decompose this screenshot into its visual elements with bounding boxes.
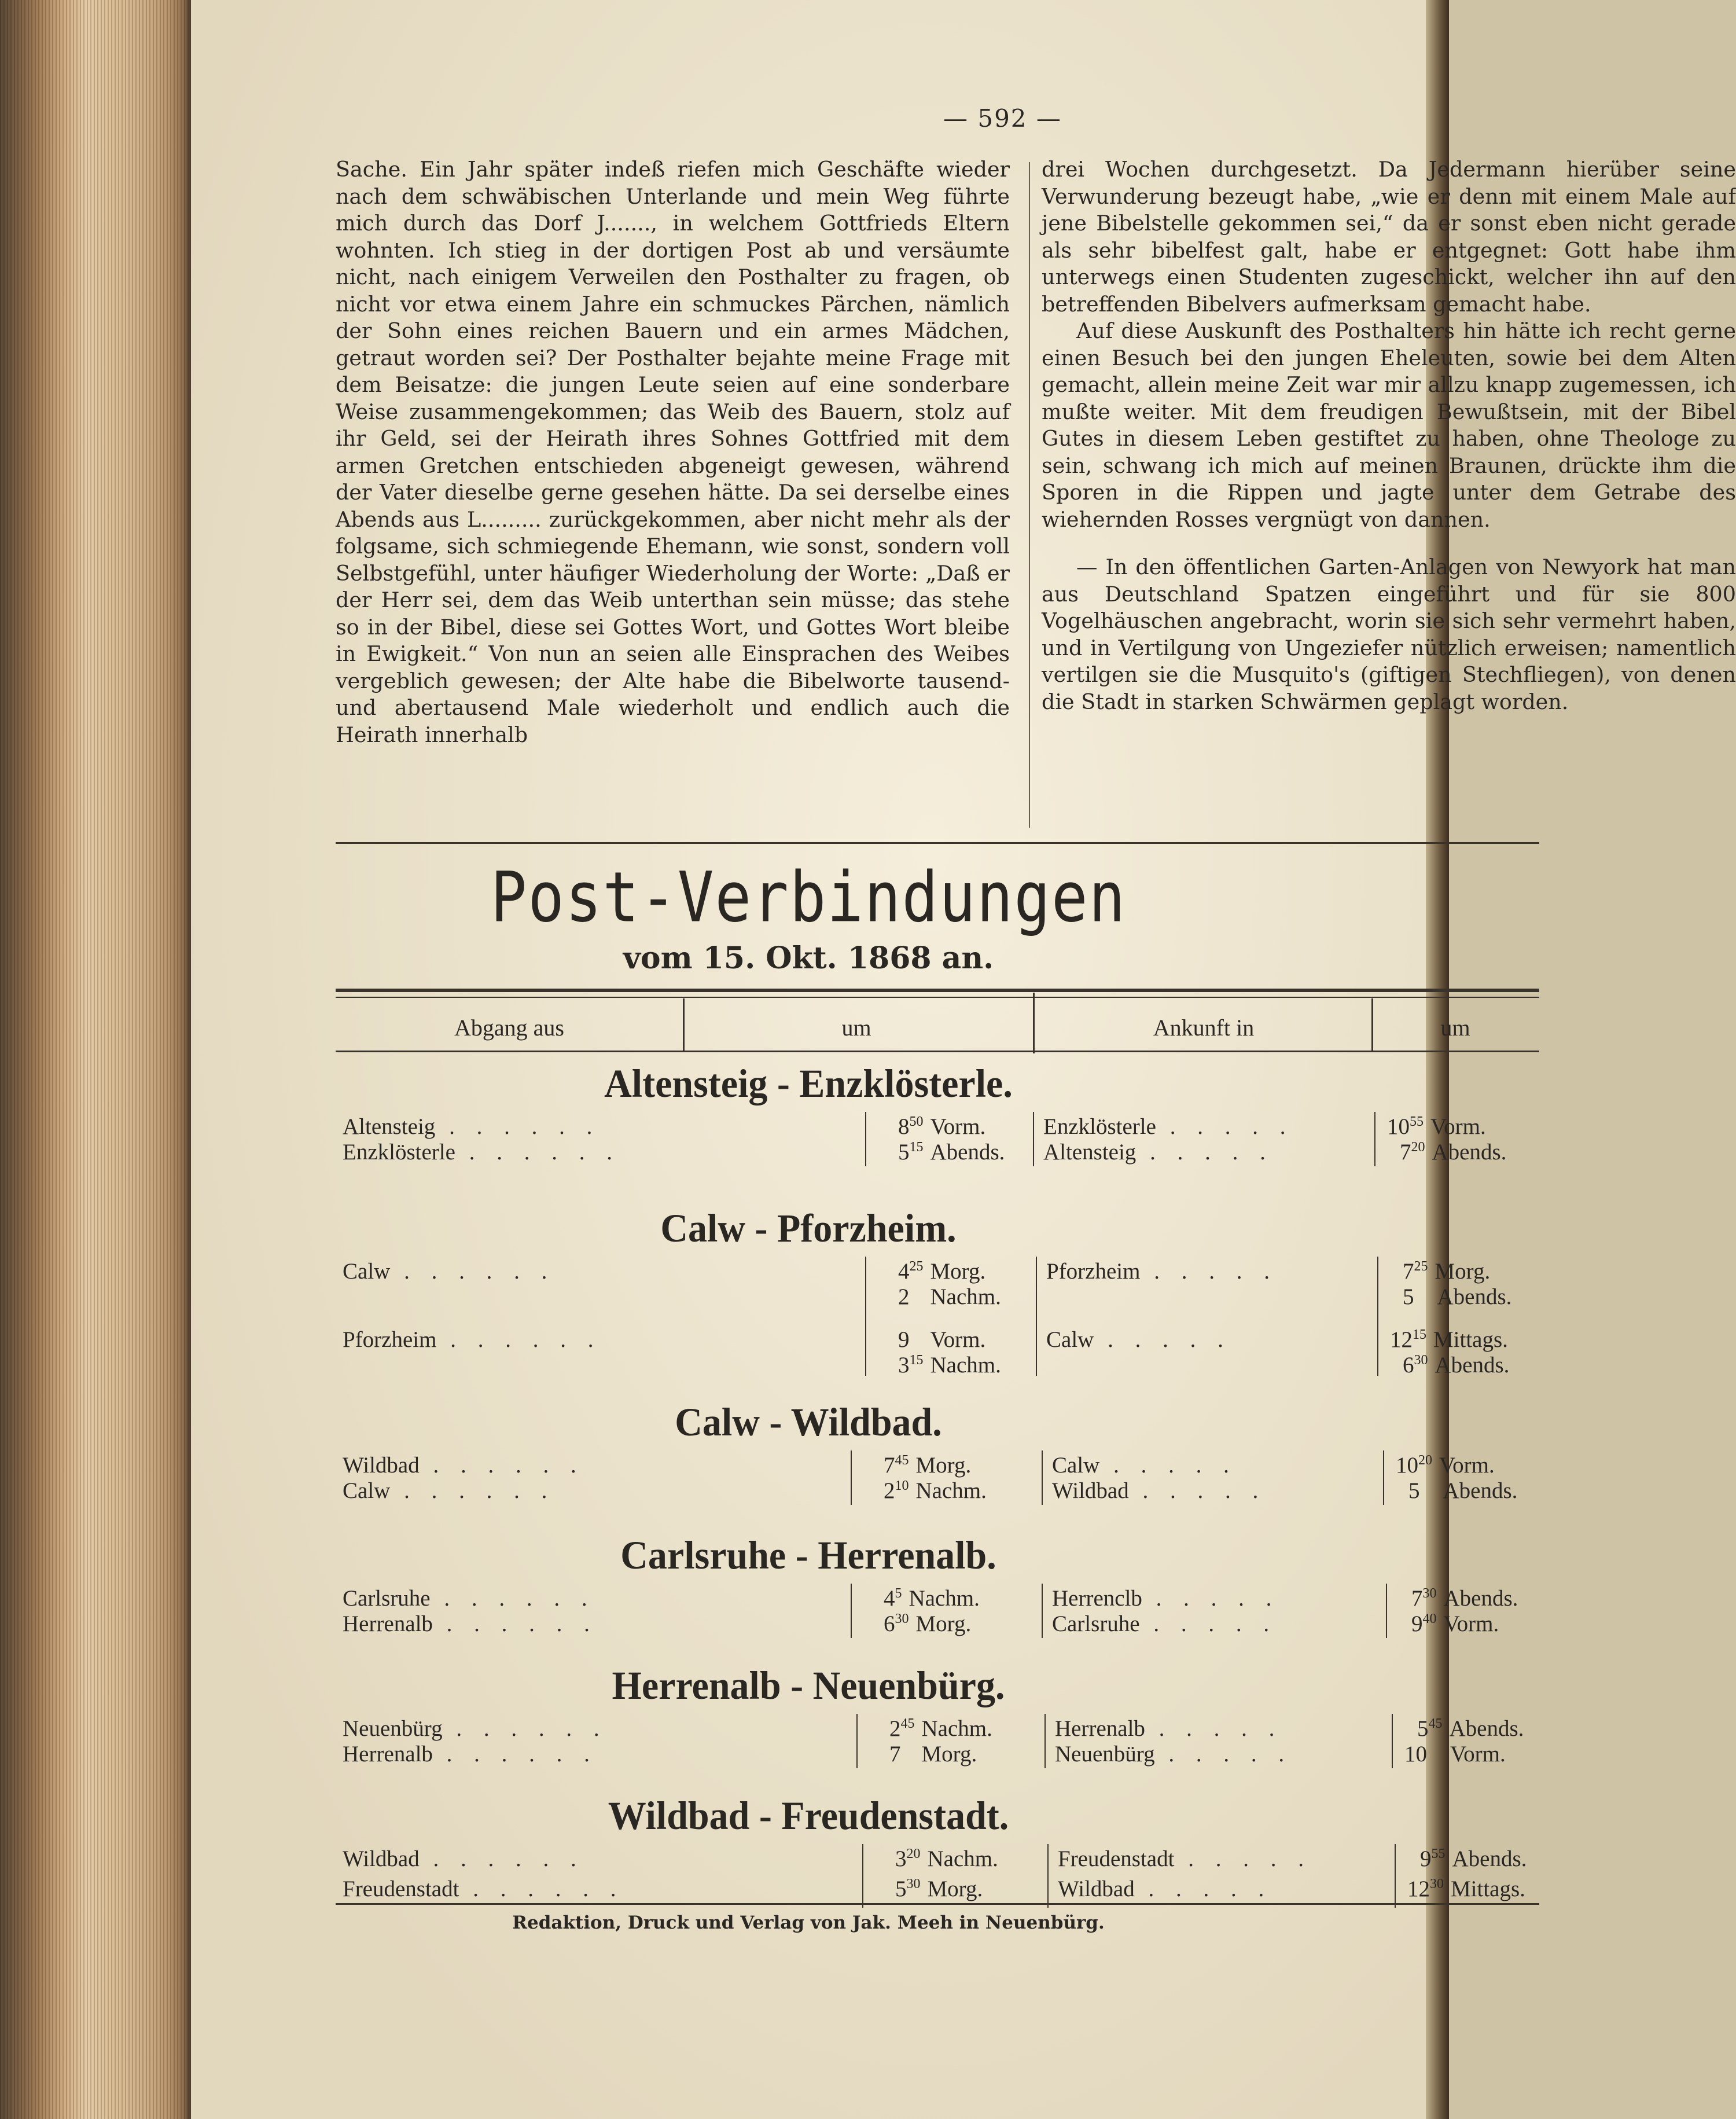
- departure-time: $3^{15}$ Nachm.: [898, 1353, 1001, 1378]
- header-bottom-rule: [336, 1051, 1539, 1052]
- column-divider: [1377, 1257, 1378, 1376]
- leader-dots: . . . . . .: [430, 1586, 595, 1611]
- departure-station: Carlsruhe . . . . . .: [343, 1586, 595, 1611]
- arrival-station: Enzklösterle . . . . .: [1043, 1114, 1294, 1139]
- departure-time: 7 Morg.: [889, 1742, 977, 1767]
- route-title: Calw - Wildbad.: [675, 1400, 942, 1445]
- departure-station: Pforzheim . . . . . .: [343, 1327, 602, 1352]
- schedule-title: Post-Verbindungen: [490, 857, 1127, 938]
- arrival-time: $12^{15}$ Mittags.: [1390, 1327, 1508, 1352]
- departure-station: Wildbad . . . . . .: [343, 1453, 584, 1478]
- arrival-station: Herrenclb . . . . .: [1052, 1586, 1280, 1611]
- leader-dots: . . . . .: [1174, 1846, 1312, 1871]
- paragraph: Sache. Ein Jahr später indeß riefen mich Geschäfte wieder nach dem schwäbischen Unterlande und mein Weg führte mich durch das Dorf J......., in welchem Gottfrieds Eltern wohnten. Ich stieg in der dortigen Post ab und versäumte nicht, nach einigem Verweilen den Posthalter zu fragen, ob nicht vor etwa einem Jahre ein schmuckes Pärchen, nämlich der Sohn eines reichen Bauern und ein armes Mädchen, getraut worden sei? Der Posthalter bejahte meine Frage mit dem Beisatze: die jungen Leute seien auf eine sonderbare Weise zusammengekommen; das Weib des Bauern, stolz auf ihr Geld, sei der Heirath ihres Sohnes Gottfried mit dem armen Gretchen entschieden abgeneigt gewesen, während der Vater dieselbe gerne gesehen hätte. Da sei derselbe eines Abends aus L......... zurückgekommen, aber nicht mehr als der folgsame, sich schmiegende Ehemann, wie sonst, sondern voll Selbstgefühl, unter häufiger Wiederholung der Worte: „Daß er der Herr sei, dem das Weib unterthan sein müsse; das stehe so in der Bibel, diese sei Gottes Wort, und Gottes Wort bleibe in Ewigkeit.“ Von nun an seien alle Einsprachen des Weibes vergeblich gewesen; der Alte habe die Bibelworte tausend- und abertausend Male wiederholt und endlich auch die Heirath innerhalb: [336, 157, 1010, 747]
- departure-time: $2^{10}$ Nachm.: [884, 1478, 987, 1503]
- arrival-station: Herrenalb . . . . .: [1055, 1716, 1283, 1741]
- arrival-time: 5 Abends.: [1403, 1284, 1512, 1309]
- column-divider: [1042, 1450, 1043, 1505]
- leader-dots: . . . . .: [1128, 1478, 1267, 1503]
- arrival-station: Wildbad . . . . .: [1058, 1876, 1272, 1901]
- departure-time: $2^{45}$ Nachm.: [889, 1716, 992, 1741]
- column-divider: [1029, 162, 1030, 828]
- leader-dots: . . . . .: [1156, 1114, 1294, 1139]
- arrival-time: $7^{30}$ Abends.: [1411, 1586, 1518, 1611]
- paragraph: drei Wochen durchgesetzt. Da Jedermann hierüber seine Verwunderung bezeugt habe, „wie er denn mit einem Male auf jene Bibelstelle gekommen sei,“ da er sonst eben nicht gerade als sehr bibelfest galt, habe er entgegnet: Gott habe ihm unterwegs einen Studenten zugeschickt, welcher ihn auf den betreffenden Bibelvers aufmerksam gemacht habe.: [1042, 157, 1736, 317]
- header-arr-time: um: [1440, 1014, 1470, 1041]
- column-divider: [1374, 1112, 1375, 1166]
- arrival-time: 5 Abends.: [1408, 1478, 1518, 1503]
- header-divider: [683, 998, 685, 1051]
- arrival-station: Carlsruhe . . . . .: [1052, 1611, 1278, 1636]
- leader-dots: . . . . . .: [455, 1140, 620, 1165]
- leader-dots: . . . . .: [1154, 1742, 1293, 1767]
- arrival-time: $10^{20}$ Vorm.: [1396, 1453, 1495, 1478]
- leader-dots: . . . . .: [1134, 1876, 1272, 1901]
- column-divider: [1044, 1714, 1046, 1768]
- leader-dots: . . . . .: [1136, 1140, 1274, 1165]
- column-divider: [1033, 1112, 1034, 1166]
- leader-dots: . . . . . .: [442, 1716, 608, 1741]
- departure-time: 2 Nachm.: [898, 1284, 1001, 1309]
- departure-time: $6^{30}$ Morg.: [884, 1611, 972, 1636]
- leader-dots: . . . . .: [1139, 1611, 1278, 1636]
- left-text-column: [336, 156, 1010, 748]
- arrival-time: 10 Vorm.: [1404, 1742, 1506, 1767]
- leader-dots: . . . . .: [1142, 1586, 1280, 1611]
- departure-station: Neuenbürg . . . . . .: [343, 1716, 608, 1741]
- departure-time: $3^{20}$ Nachm.: [895, 1846, 998, 1871]
- column-divider: [851, 1450, 852, 1505]
- arrival-time: $5^{45}$ Abends.: [1417, 1716, 1524, 1741]
- page-number: — 592 —: [943, 104, 1062, 133]
- route-title: Wildbad - Freudenstadt.: [608, 1794, 1009, 1838]
- leader-dots: . . . . . .: [436, 1327, 602, 1352]
- arrival-station: Altensteig . . . . .: [1043, 1140, 1274, 1165]
- leader-dots: . . . . . .: [419, 1453, 584, 1478]
- column-divider: [1042, 1584, 1043, 1638]
- departure-station: Calw . . . . . .: [343, 1478, 556, 1503]
- departure-time: 9 Vorm.: [898, 1327, 986, 1352]
- departure-time: $4^{25}$ Morg.: [898, 1259, 986, 1284]
- arrival-time: $12^{30}$ Mittags.: [1407, 1876, 1525, 1901]
- arrival-time: $10^{55}$ Vorm.: [1387, 1114, 1486, 1139]
- departure-station: Wildbad . . . . . .: [343, 1846, 584, 1871]
- leader-dots: . . . . . .: [432, 1742, 598, 1767]
- leader-dots: . . . . . .: [390, 1259, 556, 1284]
- departure-station: Herrenalb . . . . . .: [343, 1611, 598, 1636]
- leader-dots: . . . . .: [1145, 1716, 1283, 1741]
- leader-dots: . . . . . .: [459, 1876, 624, 1901]
- news-item: — In den öffentlichen Garten-Anlagen von Newyork hat man aus Deutschland Spatzen eingeführt und für sie 800 Vogelhäuschen angebracht, worin sie sich sehr vermehrt haben, und in Vertilgung von Ungeziefer nützlich erweisen; namentlich vertilgen sie die Musquito's (giftigen Stechfliegen), von denen die Stadt in starken Schwärmen geplagt worden.: [1042, 554, 1736, 714]
- header-dep-time: um: [841, 1014, 871, 1041]
- book-binding: [0, 0, 191, 2119]
- departure-station: Altensteig . . . . . .: [343, 1114, 601, 1139]
- arrival-time: $7^{25}$ Morg.: [1403, 1259, 1491, 1284]
- arrival-station: Wildbad . . . . .: [1052, 1478, 1267, 1503]
- departure-time: $7^{45}$ Morg.: [884, 1453, 972, 1478]
- column-divider: [1386, 1584, 1387, 1638]
- leader-dots: . . . . .: [1094, 1327, 1231, 1352]
- header-departure: Abgang aus: [454, 1014, 564, 1041]
- route-title: Calw - Pforzheim.: [660, 1206, 957, 1251]
- arrival-time: $9^{55}$ Abends.: [1420, 1846, 1527, 1871]
- leader-dots: . . . . .: [1099, 1453, 1237, 1478]
- schedule-subtitle: vom 15. Okt. 1868 an.: [623, 941, 994, 976]
- right-text-column: [1042, 156, 1736, 715]
- route-title: Altensteig - Enzklösterle.: [604, 1062, 1013, 1106]
- arrival-time: $7^{20}$ Abends.: [1400, 1140, 1507, 1165]
- arrival-station: Freudenstadt . . . . .: [1058, 1846, 1312, 1871]
- paragraph: Auf diese Auskunft des Posthalters hin hätte ich recht gerne einen Besuch bei den jungen Eheleuten, sowie bei dem Alten gemacht, allein meine Zeit war mir allzu knapp zugemessen, ich mußte weiter. Mit dem freudigen Bewußtsein, mit der Bibel Gutes in diesem Leben gestiftet zu haben, ohne Theologe zu sein, schwang ich mich auf meinen Braunen, drückte ihm die Sporen in die Rippen und jagte unter dem Getrabe des wiehernden Rosses vergnügt von dannen.: [1042, 318, 1736, 532]
- column-divider: [851, 1584, 852, 1638]
- leader-dots: . . . . . .: [390, 1478, 556, 1503]
- column-divider: [1047, 1844, 1049, 1908]
- arrival-time: $6^{30}$ Abends.: [1403, 1353, 1510, 1378]
- arrival-station: Neuenbürg . . . . .: [1055, 1742, 1293, 1767]
- departure-time: $4^5$ Nachm.: [884, 1586, 980, 1611]
- arrival-station: Calw . . . . .: [1046, 1327, 1231, 1352]
- column-divider: [1392, 1714, 1393, 1768]
- column-divider: [1383, 1450, 1384, 1505]
- column-divider: [862, 1844, 863, 1908]
- leader-dots: . . . . . .: [419, 1846, 584, 1871]
- footer-rule: [336, 1903, 1539, 1905]
- departure-station: Enzklösterle . . . . . .: [343, 1140, 620, 1165]
- table-top-rule: [336, 989, 1539, 992]
- column-divider: [1036, 1257, 1037, 1376]
- departure-time: $5^{30}$ Morg.: [895, 1876, 983, 1901]
- page: [191, 0, 1736, 2119]
- departure-station: Freudenstadt . . . . . .: [343, 1876, 624, 1901]
- departure-station: Herrenalb . . . . . .: [343, 1742, 598, 1767]
- column-divider: [856, 1714, 858, 1768]
- column-divider: [865, 1112, 866, 1166]
- column-divider: [1395, 1844, 1396, 1908]
- imprint-footer: Redaktion, Druck und Verlag von Jak. Meeh in Neuenbürg.: [512, 1912, 1105, 1933]
- departure-time: $5^{15}$ Abends.: [898, 1140, 1005, 1165]
- departure-station: Calw . . . . . .: [343, 1259, 556, 1284]
- column-divider: [865, 1257, 866, 1376]
- leader-dots: . . . . . .: [435, 1114, 601, 1139]
- table-top-rule-thin: [336, 997, 1539, 998]
- route-title: Herrenalb - Neuenbürg.: [612, 1663, 1005, 1708]
- header-divider: [1371, 998, 1373, 1051]
- leader-dots: . . . . .: [1140, 1259, 1278, 1284]
- arrival-time: $9^{40}$ Vorm.: [1411, 1611, 1499, 1636]
- arrival-station: Pforzheim . . . . .: [1046, 1259, 1278, 1284]
- header-divider: [1033, 993, 1035, 1053]
- header-arrival: Ankunft in: [1153, 1014, 1255, 1041]
- route-title: Carlsruhe - Herrenalb.: [620, 1533, 996, 1578]
- section-rule: [336, 842, 1539, 844]
- departure-time: $8^{50}$ Vorm.: [898, 1114, 986, 1139]
- leader-dots: . . . . . .: [432, 1611, 598, 1636]
- arrival-station: Calw . . . . .: [1052, 1453, 1237, 1478]
